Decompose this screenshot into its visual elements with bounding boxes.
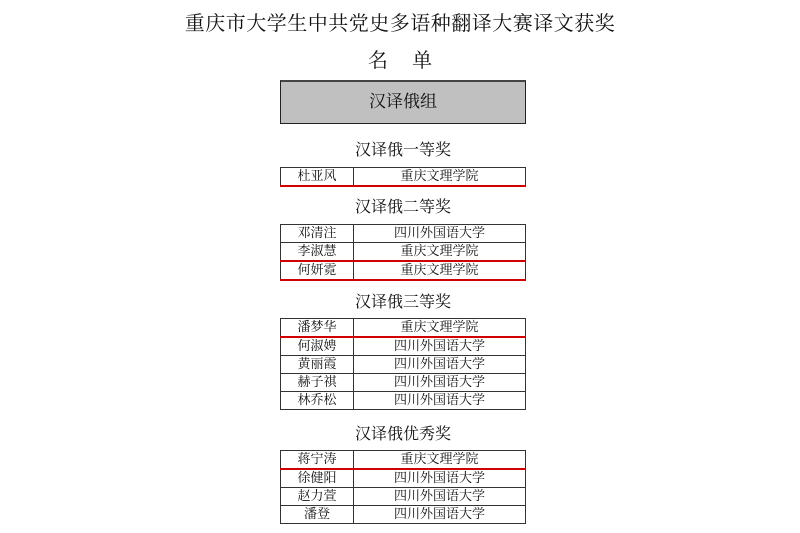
winner-name: 何淑娉 [281,337,354,356]
award-title-excellence: 汉译俄优秀奖 [354,424,451,443]
winner-name: 赵力萱 [281,488,354,506]
award-title-first: 汉译俄一等奖 [354,140,451,159]
table-row [281,469,526,488]
table-row [281,319,526,338]
winner-name: 邓清注 [281,225,354,243]
winner-school: 重庆文理学院 [354,319,526,338]
table-row [281,243,526,262]
winner-name: 蒋宁涛 [281,451,354,470]
winner-name: 赫子祺 [281,374,354,392]
table-row [281,392,526,410]
winner-name: 潘登 [281,506,354,524]
group-header-russian: 汉译俄组 [280,80,526,124]
table-row [281,168,526,187]
document-title: 重庆市大学生中共党史多语种翻译大赛译文获奖 [184,11,616,35]
winner-school: 四川外国语大学 [354,374,526,392]
table-row [281,261,526,280]
award-table-excellence [280,450,526,524]
table-row [281,337,526,356]
table-row [281,356,526,374]
winner-school: 重庆文理学院 [354,243,526,262]
winner-school: 重庆文理学院 [354,451,526,470]
table-row [281,488,526,506]
winner-name: 林乔松 [281,392,354,410]
winner-school: 四川外国语大学 [354,337,526,356]
winner-name: 黄丽霞 [281,356,354,374]
award-table-third [280,318,526,410]
winner-name: 潘梦华 [281,319,354,338]
table-row [281,451,526,470]
winner-school: 四川外国语大学 [354,392,526,410]
table-row [281,225,526,243]
winner-school: 四川外国语大学 [354,469,526,488]
winner-school: 四川外国语大学 [354,506,526,524]
winner-school: 四川外国语大学 [354,356,526,374]
table-row [281,374,526,392]
winner-name: 徐健阳 [281,469,354,488]
award-table-first [280,167,526,187]
winner-school: 四川外国语大学 [354,488,526,506]
winner-school: 四川外国语大学 [354,225,526,243]
winner-name: 何妍霓 [281,261,354,280]
winner-school: 重庆文理学院 [354,261,526,280]
award-table-second [280,224,526,281]
award-title-second: 汉译俄二等奖 [354,197,451,216]
table-row [281,506,526,524]
winner-school: 重庆文理学院 [354,168,526,187]
winner-name: 李淑慧 [281,243,354,262]
document-subtitle: 名 单 [367,48,433,72]
winner-name: 杜亚风 [281,168,354,187]
award-title-third: 汉译俄三等奖 [354,292,451,311]
